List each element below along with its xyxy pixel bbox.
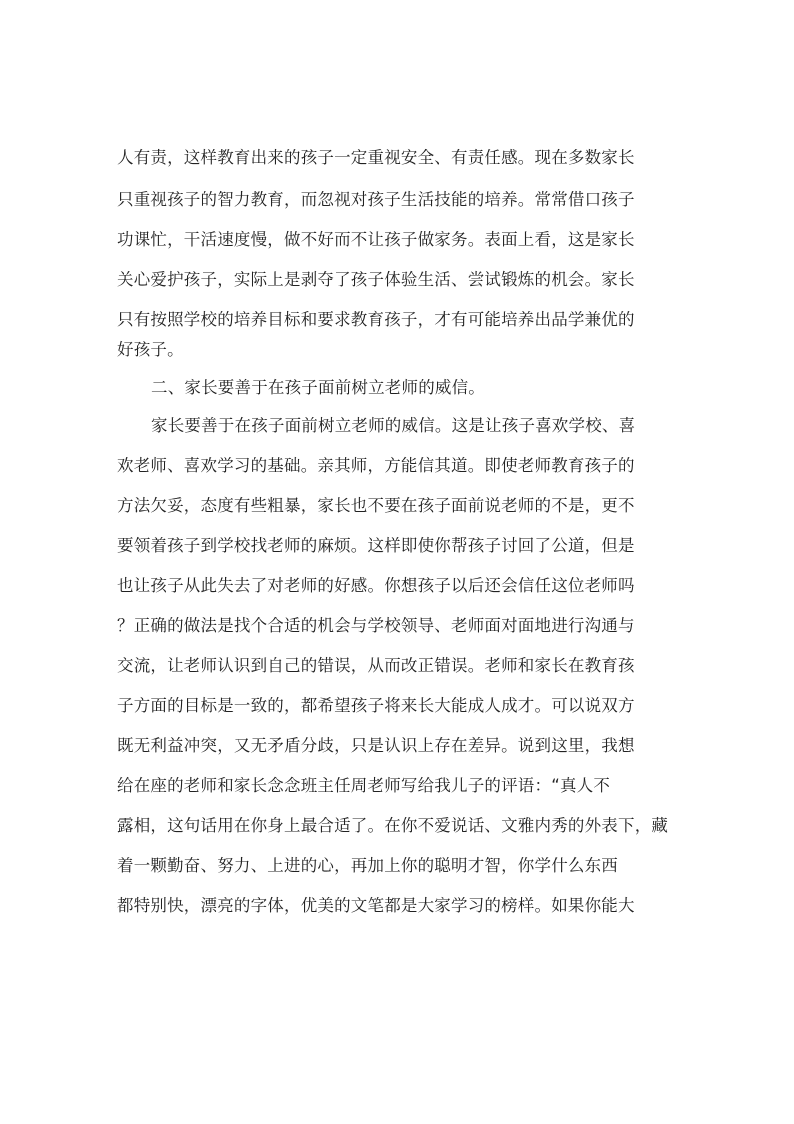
text-line: 关心爱护孩子，实际上是剥夺了孩子体验生活、尝试锻炼的机会。家长 [117, 270, 635, 289]
text-line: 给在座的老师和家长念念班主任周老师写给我儿子的评语：“真人不 [117, 776, 611, 795]
text-line: 都特别快，漂亮的字体，优美的文笔都是大家学习的榜样。如果你能大 [117, 896, 635, 915]
text-line: 好孩子。 [117, 340, 184, 359]
text-line: 只有按照学校的培养目标和要求教育孩子，才有可能培养出品学兼优的 [117, 310, 635, 329]
text-line: ？正确的做法是找个合适的机会与学校领导、老师面对面地进行沟通与 [117, 616, 635, 635]
text-line: 方法欠妥，态度有些粗暴，家长也不要在孩子面前说老师的不是，更不 [117, 496, 635, 515]
text-line: 功课忙，干活速度慢，做不好而不让孩子做家务。表面上看，这是家长 [117, 230, 635, 249]
text-line: 露相，这句话用在你身上最合适了。在你不爱说话、文雅内秀的外表下，藏 [117, 816, 669, 835]
section-heading: 二、家长要善于在孩子面前树立老师的威信。 [151, 378, 485, 397]
text-line: 也让孩子从此失去了对老师的好感。你想孩子以后还会信任这位老师吗 [117, 576, 635, 595]
text-line: 只重视孩子的智力教育，而忽视对孩子生活技能的培养。常常借口孩子 [117, 190, 635, 209]
text-line: 家长要善于在孩子面前树立老师的威信。这是让孩子喜欢学校、喜 [151, 416, 636, 435]
text-line: 子方面的目标是一致的，都希望孩子将来长大能成人成才。可以说双方 [117, 696, 635, 715]
text-line: 欢老师、喜欢学习的基础。亲其师，方能信其道。即使老师教育孩子的 [117, 456, 635, 475]
text-line: 人有责，这样教育出来的孩子一定重视安全、有责任感。现在多数家长 [117, 148, 635, 167]
text-line: 交流，让老师认识到自己的错误，从而改正错误。老师和家长在教育孩 [117, 656, 635, 675]
text-line: 要领着孩子到学校找老师的麻烦。这样即使你帮孩子讨回了公道，但是 [117, 536, 635, 555]
text-line: 着一颗勤奋、努力、上进的心，再加上你的聪明才智，你学什么东西 [117, 856, 618, 875]
text-line: 既无利益冲突，又无矛盾分歧，只是认识上存在差异。说到这里，我想 [117, 736, 635, 755]
